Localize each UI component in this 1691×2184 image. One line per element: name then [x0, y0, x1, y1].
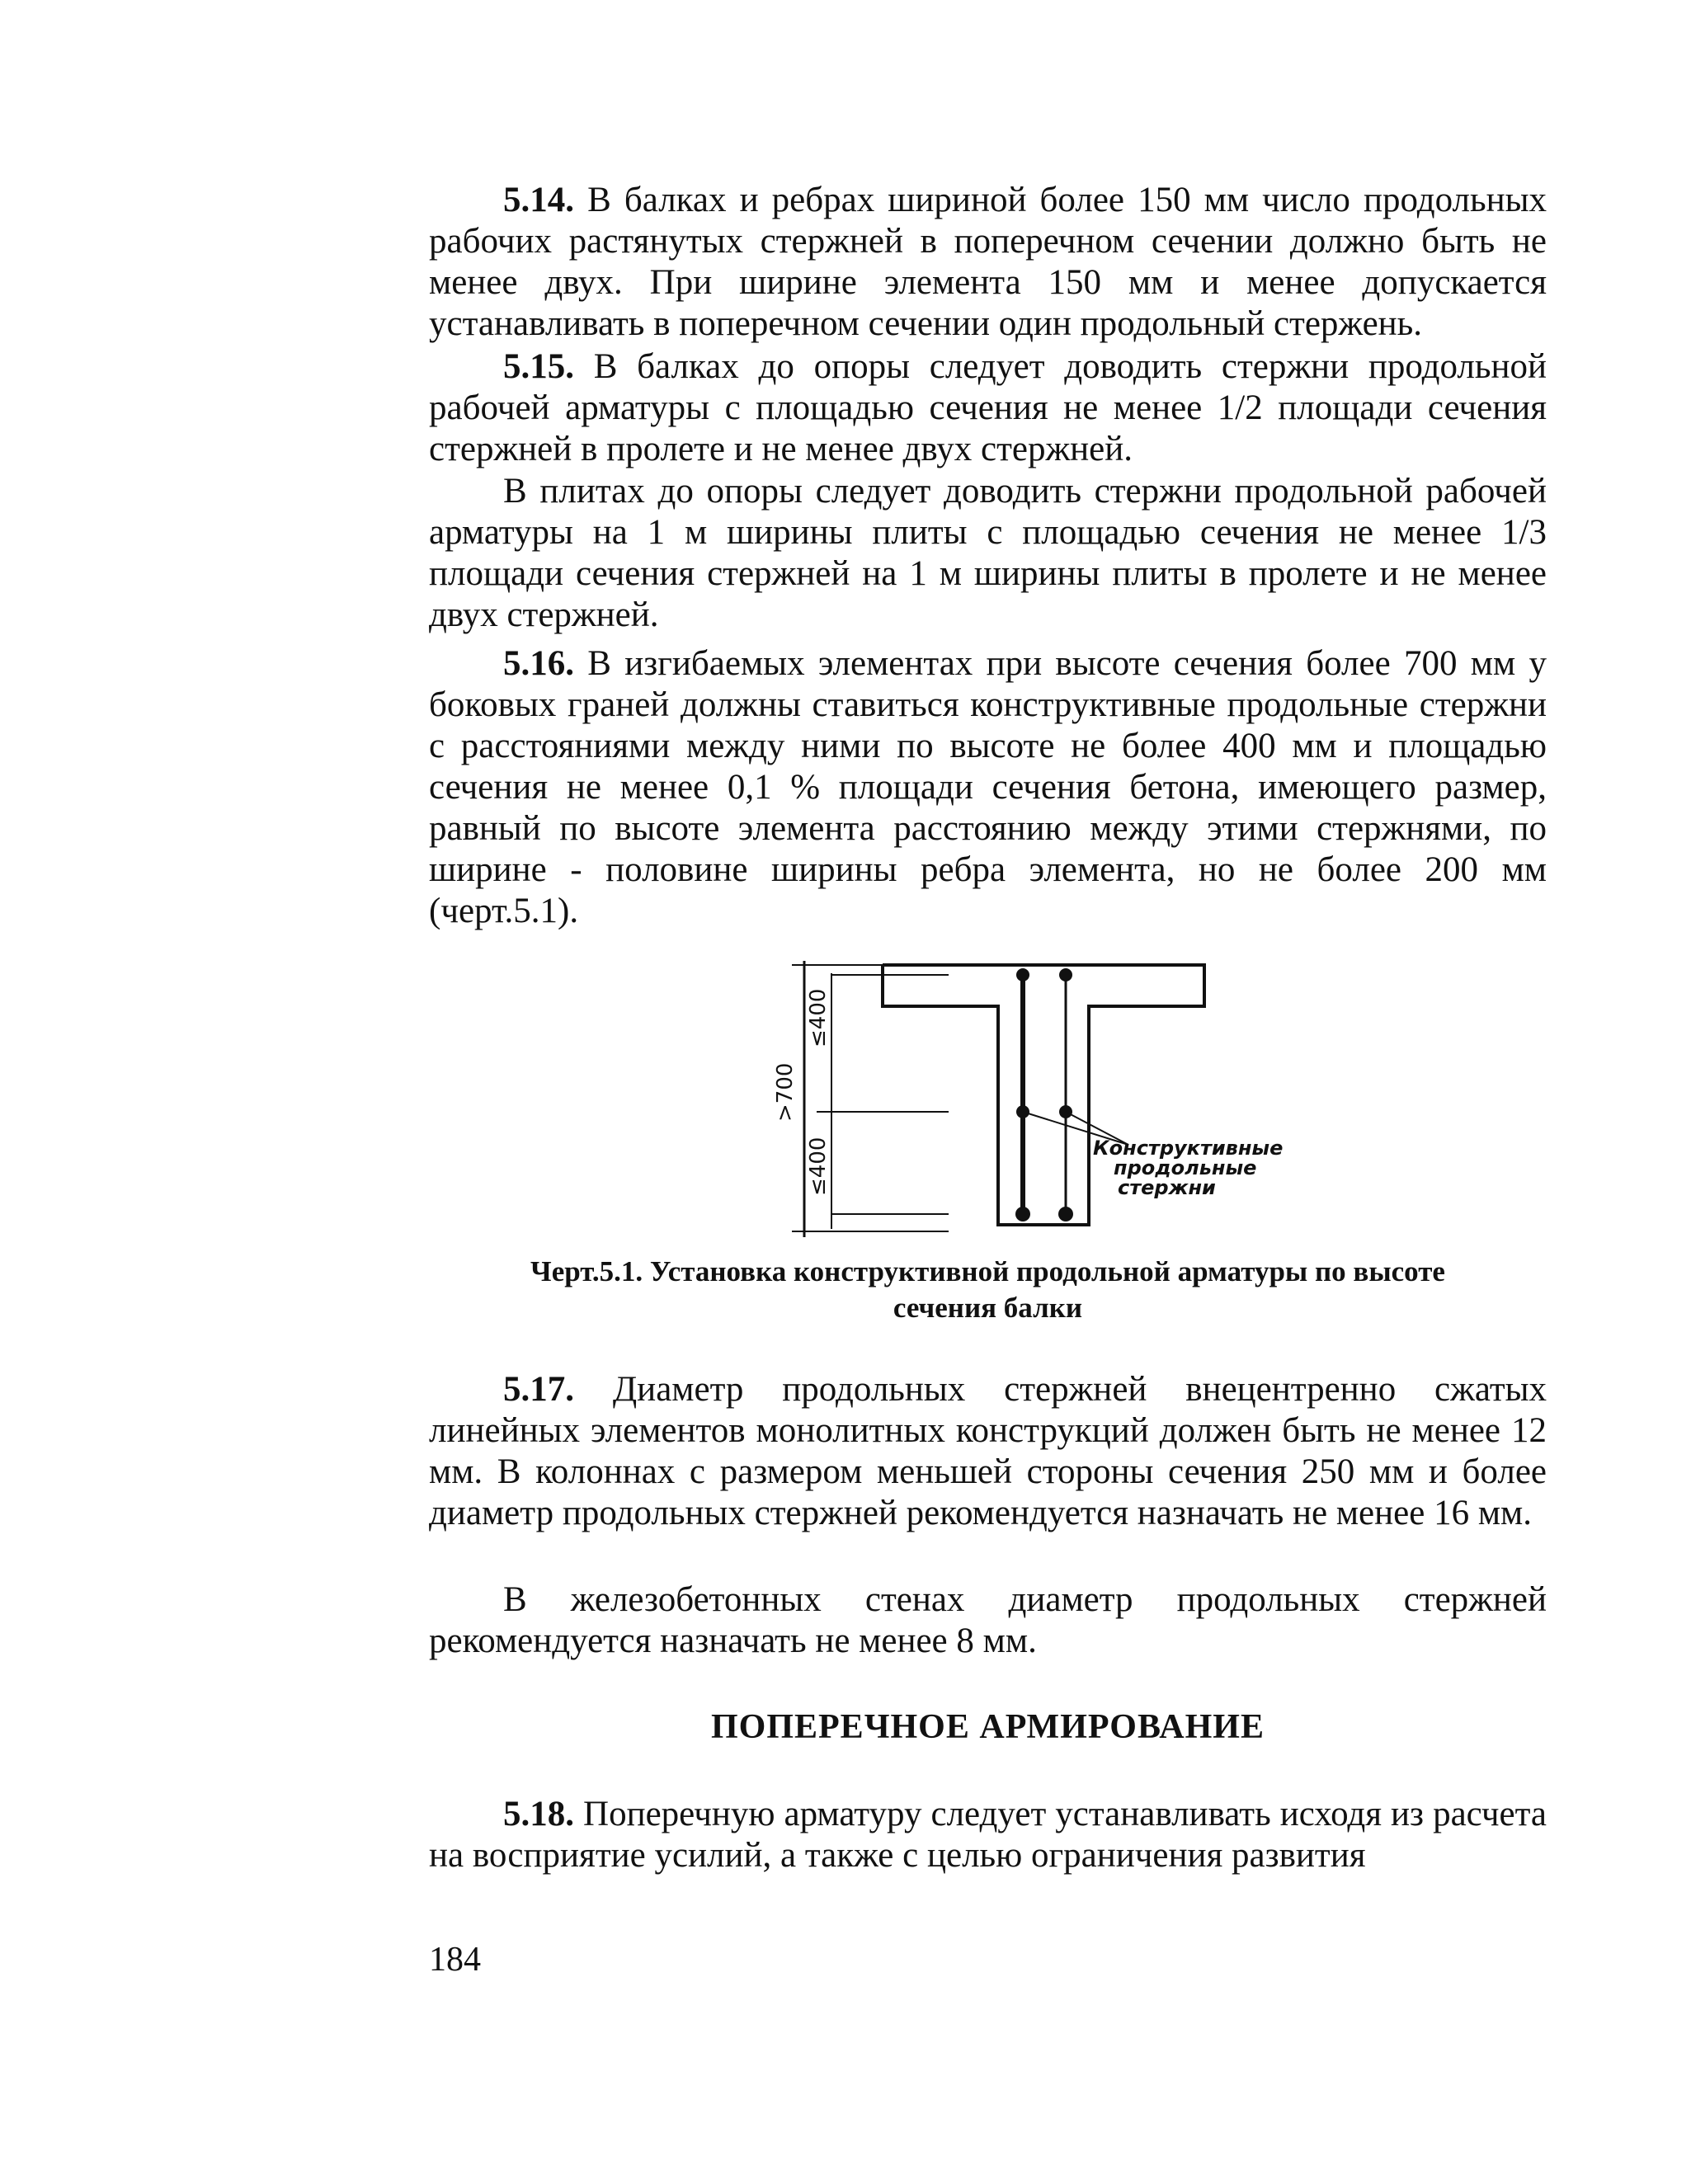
rebar-bottom-left [1015, 1207, 1030, 1221]
figure-beam-section [759, 957, 1336, 1250]
paragraph-text: В балках и ребрах шириной более 150 мм число продольных рабочих растянутых стержней в поперечном сечении должно быть не менее двух. При ширине элемента 150 мм и менее допускается устанавливать в поперечном сечении один продольный стержень. [429, 181, 1547, 343]
clause-number: 5.15. [503, 347, 574, 386]
clause-number: 5.17. [503, 1370, 574, 1409]
annotation-line-1: Конструктивные [1093, 1137, 1284, 1160]
dim-lower-label: ≤400 [806, 1137, 831, 1196]
paragraph-text: В балках до опоры следует доводить стержни продольной рабочей арматуры с площадью сечения не менее 1/2 площади сечения стержней в пролете и не менее двух стержней. [429, 347, 1547, 468]
clause-number: 5.16. [503, 644, 574, 683]
annotation-line-3: стержни [1118, 1176, 1216, 1199]
paragraph-5-15 [429, 346, 1547, 470]
figure-caption [429, 1254, 1547, 1326]
paragraph-text: Диаметр продольных стержней внецентренно сжатых линейных элементов монолитных конструкций должен быть не менее 12 мм. В колоннах с размером меньшей стороны сечения 250 мм и более диаметр продольных стержней рекомендуется назначать не менее 16 мм. [429, 1370, 1547, 1532]
rebar-top-left [1016, 968, 1029, 981]
dim-total-label: >700 [773, 1062, 798, 1122]
section-heading: ПОПЕРЕЧНОЕ АРМИРОВАНИЕ [711, 1708, 1265, 1746]
paragraph-text: Поперечную арматуру следует устанавливать исходя из расчета на восприятие усилий, а также с целью ограничения развития [429, 1795, 1547, 1875]
annotation-line-2: продольные [1114, 1156, 1257, 1179]
caption-line-2: сечения балки [893, 1292, 1083, 1324]
paragraph-5-17 [429, 1369, 1547, 1534]
paragraph-5-14 [429, 180, 1547, 345]
rebar-top-right [1059, 968, 1072, 981]
paragraph-5-15-slabs: В плитах до опоры следует доводить стержни продольной рабочей арматуры на 1 м ширины плиты с площадью сечения не менее 1/3 площади сечения стержней на 1 м ширины плиты в пролете и не менее двух стержней. [429, 472, 1547, 634]
dim-upper-label: ≤400 [806, 988, 831, 1047]
paragraph-5-17-walls: В железобетонных стенах диаметр продольных стержней рекомендуется назначать не менее 8 мм. [429, 1580, 1547, 1660]
rebar-bottom-right [1058, 1207, 1073, 1221]
paragraph-5-16 [429, 643, 1547, 932]
paragraph-text: В изгибаемых элементах при высоте сечения более 700 мм у боковых граней должны ставиться конструктивные продольные стержни с расстояниями между ними по высоте не более 400 мм и площадью сечения не менее 0,1 % площади сечения бетона, имеющего размер, равный по высоте элемента расстоянию между этими стержнями, по ширине - половине ширины ребра элемента, но не более 200 мм (черт.5.1). [429, 644, 1547, 930]
clause-number: 5.18. [503, 1795, 574, 1833]
caption-line-1: Черт.5.1. Установка конструктивной продольной арматуры по высоте [530, 1255, 1445, 1287]
page-number: 184 [429, 1941, 481, 1979]
paragraph-5-18 [429, 1794, 1547, 1876]
clause-number: 5.14. [503, 181, 574, 219]
beam-section-drawing [759, 957, 1336, 1245]
